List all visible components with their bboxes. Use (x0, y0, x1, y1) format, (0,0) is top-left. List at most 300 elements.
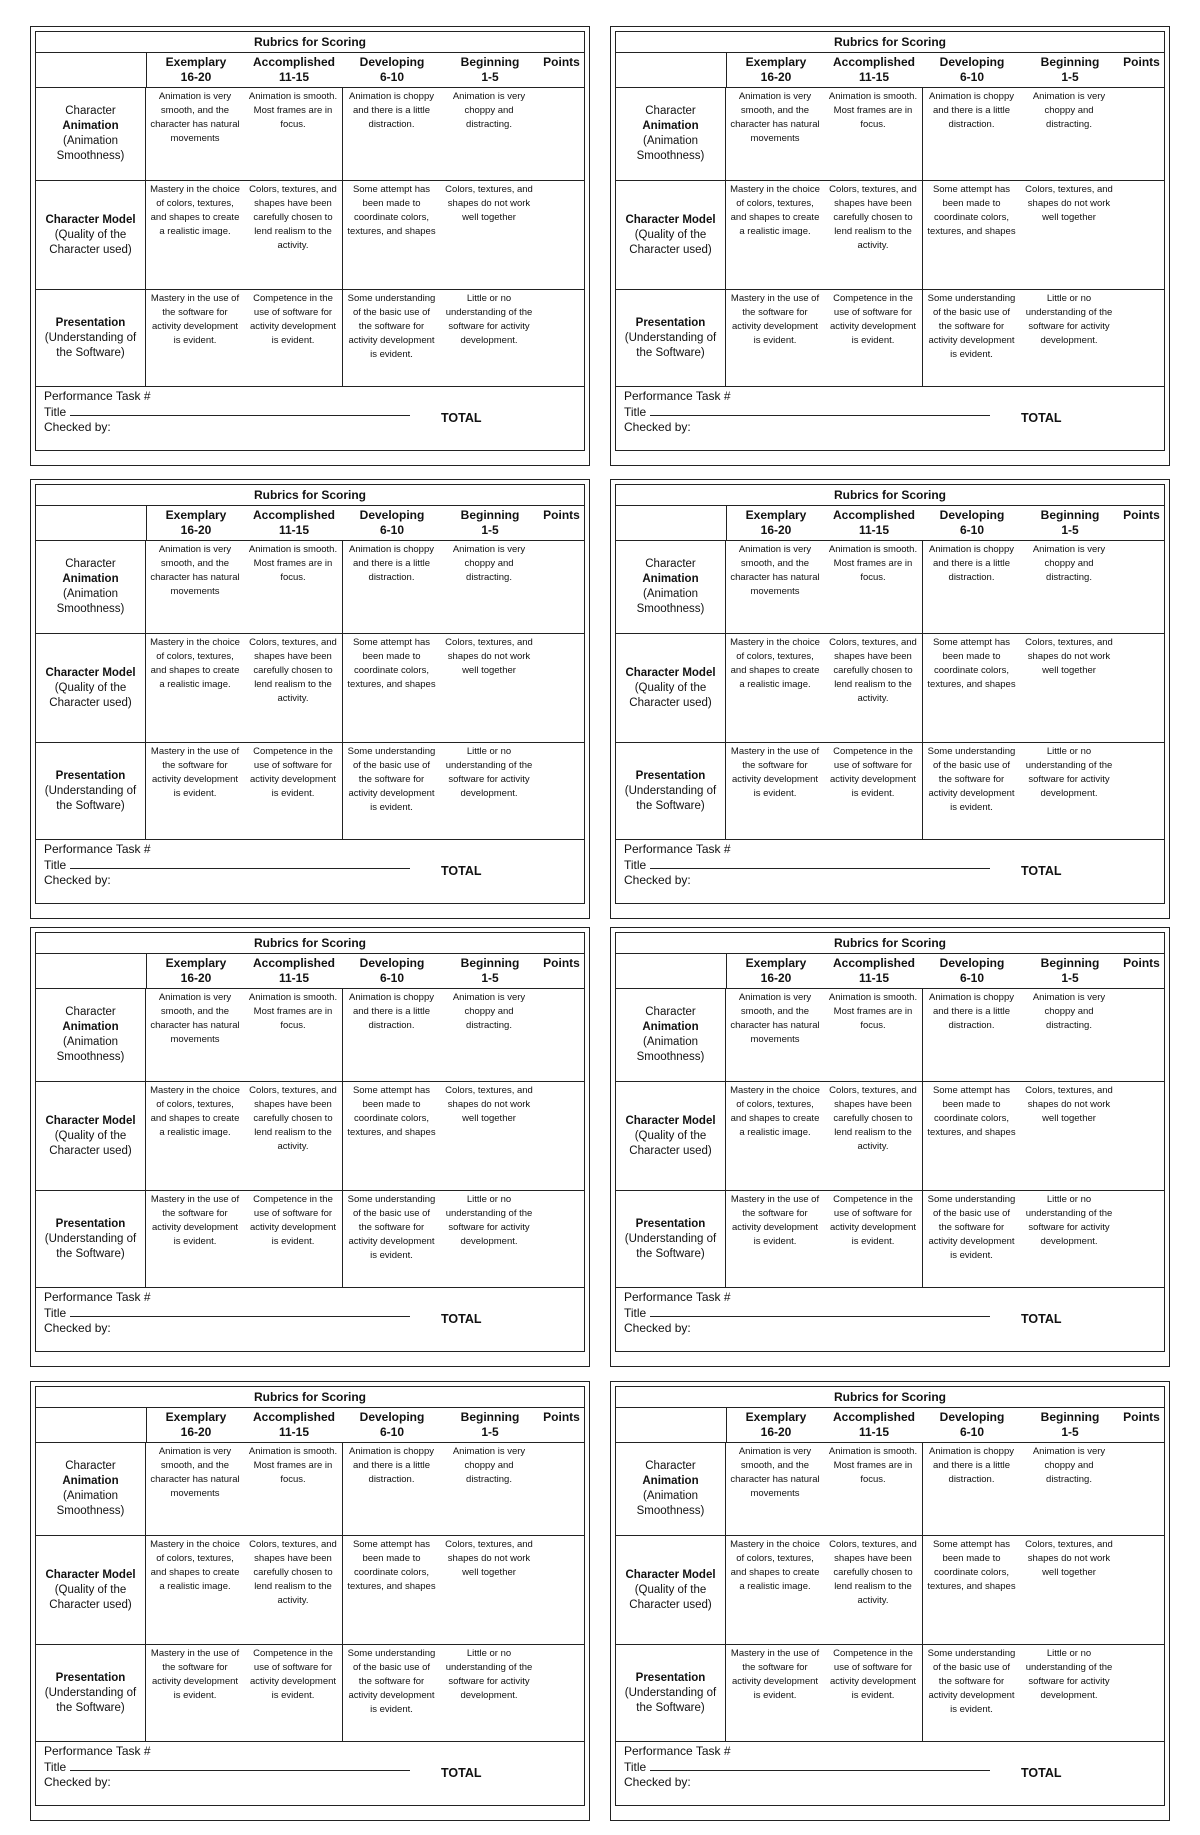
points-cell[interactable] (1118, 634, 1164, 742)
level-range: 1-5 (1061, 70, 1079, 84)
points-cell[interactable] (538, 1191, 584, 1287)
criterion-label-line: Character Model (625, 1568, 716, 1581)
criterion-row-animation (616, 87, 1164, 180)
descriptor-accomplished: Colors, textures, and shapes have been carefully chosen to lend realism to the activity. (249, 184, 337, 251)
descriptor-accomplished: Competence in the use of software for activity development is evident. (249, 1648, 337, 1701)
rubric-table (35, 932, 585, 1352)
criteria-header-blank (616, 506, 727, 540)
title-line-row (624, 1305, 1164, 1321)
descriptor-accomplished: Animation is smooth. Most frames are in focus. (828, 91, 918, 130)
criterion-label-line: Character Model (625, 1114, 716, 1127)
level-name: Accomplished (252, 508, 336, 522)
criterion-row-model (616, 1535, 1164, 1644)
descriptor-developing: Some attempt has been made to coordinate colors, textures, and shapes (342, 181, 440, 289)
level-name: Developing (359, 956, 425, 970)
level-header-beginning (441, 53, 539, 87)
criteria-header-blank (36, 506, 147, 540)
descriptor-exemplary: Mastery in the choice of colors, textures, and shapes to create a realistic image. (150, 637, 240, 690)
title-line-row (44, 1305, 584, 1321)
descriptor-exemplary: Mastery in the use of the software for activity development is evident. (730, 1648, 820, 1701)
checked-by-label: Checked by: (44, 1321, 111, 1335)
criterion-label-line: Character used) (629, 1598, 712, 1611)
level-header-beginning (1021, 1408, 1119, 1442)
descriptor-exemplary: Mastery in the choice of colors, textures, and shapes to create a realistic image. (150, 1085, 240, 1138)
title-line-row (44, 1759, 584, 1775)
total-label: TOTAL (441, 864, 482, 878)
criterion-label-line: Animation (642, 1021, 699, 1033)
points-cell[interactable] (538, 541, 584, 633)
points-cell[interactable] (538, 181, 584, 289)
title-label: Title (624, 1760, 647, 1774)
criterion-row-model (616, 180, 1164, 289)
criterion-label-line: Animation (642, 573, 699, 585)
checked-by-label: Checked by: (624, 873, 691, 887)
criteria-header-blank (616, 1408, 727, 1442)
criterion-row-presentation (616, 289, 1164, 386)
level-range: 16-20 (760, 971, 792, 985)
level-name: Exemplary (745, 956, 807, 970)
descriptor-accomplished: Colors, textures, and shapes have been carefully chosen to lend realism to the activity. (829, 637, 917, 704)
descriptor-exemplary: Animation is very smooth, and the character has natural movements (150, 992, 240, 1045)
level-header-beginning (1021, 506, 1119, 540)
points-cell[interactable] (1118, 1082, 1164, 1190)
criterion-label-line: (Animation (63, 1490, 118, 1502)
criterion-label-line: (Animation (63, 1036, 118, 1048)
level-range: 6-10 (379, 523, 405, 537)
criteria-header-blank (616, 53, 727, 87)
criterion-label-line: Character Model (45, 1114, 136, 1127)
points-cell[interactable] (538, 1645, 584, 1741)
criterion-label-line: (Understanding of (624, 1686, 717, 1699)
level-range: 11-15 (278, 523, 310, 537)
level-range: 1-5 (1061, 523, 1079, 537)
rubric-card (30, 479, 590, 919)
title-input-line[interactable] (70, 1759, 410, 1771)
total-label: TOTAL (1021, 1312, 1062, 1326)
criterion-label-line: (Understanding of (44, 1232, 137, 1245)
checked-by-label: Checked by: (44, 1775, 111, 1789)
criterion-label (616, 290, 726, 386)
level-name: Developing (939, 55, 1005, 69)
level-range: 11-15 (858, 70, 890, 84)
points-cell[interactable] (538, 743, 584, 839)
level-name: Accomplished (252, 1410, 336, 1424)
criterion-label-line: (Quality of the (54, 1583, 127, 1596)
points-header: Points (1123, 956, 1160, 970)
rubric-title: Rubrics for Scoring (36, 485, 584, 506)
criterion-label (616, 1191, 726, 1287)
criterion-label-line: Character used) (49, 1598, 132, 1611)
title-line-row (44, 404, 584, 420)
descriptor-developing: Animation is choppy and there is a little distraction. (342, 541, 440, 633)
level-header-accomplished (825, 1408, 923, 1442)
level-range: 16-20 (760, 523, 792, 537)
criterion-row-model (36, 633, 584, 742)
points-cell[interactable] (1118, 989, 1164, 1081)
level-name: Beginning (460, 508, 520, 522)
level-header-beginning (1021, 53, 1119, 87)
criterion-label-line: (Quality of the (54, 681, 127, 694)
criteria-header-blank (616, 954, 727, 988)
descriptor-exemplary: Mastery in the choice of colors, textures, and shapes to create a realistic image. (730, 1539, 820, 1592)
points-cell[interactable] (538, 88, 584, 180)
points-cell[interactable] (1118, 1536, 1164, 1644)
level-header-exemplary (147, 53, 245, 87)
criterion-label (616, 1536, 726, 1644)
criterion-label-line: Presentation (55, 1671, 126, 1684)
title-input-line[interactable] (650, 857, 990, 869)
title-line-row (624, 404, 1164, 420)
descriptor-exemplary: Mastery in the use of the software for activity development is evident. (730, 746, 820, 799)
descriptor-beginning: Animation is very choppy and distracting. (452, 992, 526, 1031)
level-name: Beginning (1040, 55, 1100, 69)
title-input-line[interactable] (650, 1305, 990, 1317)
level-name: Accomplished (832, 55, 916, 69)
criterion-label-line: Presentation (635, 1217, 706, 1230)
level-name: Exemplary (165, 508, 227, 522)
performance-task-label: Performance Task # (624, 1744, 731, 1758)
level-header-developing (923, 954, 1021, 988)
criterion-label-line: Smoothness) (636, 1051, 705, 1063)
criterion-label (616, 1645, 726, 1741)
descriptor-beginning: Colors, textures, and shapes do not work well together (445, 637, 533, 676)
criterion-label (36, 88, 146, 180)
points-cell[interactable] (1118, 290, 1164, 386)
points-header: Points (543, 508, 580, 522)
criterion-row-animation (616, 988, 1164, 1081)
total-label: TOTAL (441, 1766, 482, 1780)
performance-task-label: Performance Task # (624, 1290, 731, 1304)
points-header: Points (543, 1410, 580, 1424)
criterion-label-line: Presentation (635, 769, 706, 782)
title-label: Title (624, 1306, 647, 1320)
rubric-header-row (36, 954, 584, 988)
rubric-table (615, 932, 1165, 1352)
rubric-header-row (36, 1408, 584, 1442)
rubric-card (610, 26, 1170, 466)
level-name: Exemplary (165, 55, 227, 69)
descriptor-developing: Some attempt has been made to coordinate colors, textures, and shapes (922, 1536, 1020, 1644)
descriptor-beginning: Colors, textures, and shapes do not work well together (445, 1539, 533, 1578)
points-cell[interactable] (1118, 1443, 1164, 1535)
criterion-label (36, 634, 146, 742)
criterion-row-model (36, 180, 584, 289)
criterion-label (36, 290, 146, 386)
criterion-label-line: Animation (642, 120, 699, 132)
criterion-row-presentation (36, 1644, 584, 1741)
level-range: 16-20 (180, 523, 212, 537)
level-header-accomplished (825, 954, 923, 988)
criterion-label-line: Smoothness) (56, 1051, 125, 1063)
level-range: 16-20 (760, 1425, 792, 1439)
criterion-row-model (36, 1535, 584, 1644)
points-header: Points (1123, 1410, 1160, 1424)
rubric-card (30, 1381, 590, 1821)
level-range: 16-20 (180, 1425, 212, 1439)
points-cell[interactable] (1118, 541, 1164, 633)
level-range: 1-5 (481, 1425, 499, 1439)
descriptor-accomplished: Competence in the use of software for activity development is evident. (829, 293, 917, 346)
rubric-table (35, 484, 585, 904)
points-cell[interactable] (538, 1536, 584, 1644)
descriptor-developing: Some attempt has been made to coordinate colors, textures, and shapes (342, 634, 440, 742)
points-cell[interactable] (538, 290, 584, 386)
points-cell[interactable] (1118, 181, 1164, 289)
criterion-label (36, 1191, 146, 1287)
level-name: Beginning (1040, 956, 1100, 970)
title-input-line[interactable] (650, 404, 990, 416)
title-input-line[interactable] (70, 404, 410, 416)
total-label: TOTAL (1021, 864, 1062, 878)
descriptor-accomplished: Colors, textures, and shapes have been carefully chosen to lend realism to the activity. (249, 1085, 337, 1152)
level-header-beginning (441, 506, 539, 540)
criterion-label-line: Character Model (45, 666, 136, 679)
points-header: Points (543, 956, 580, 970)
rubric-card (30, 927, 590, 1367)
level-name: Accomplished (832, 956, 916, 970)
level-name: Exemplary (745, 55, 807, 69)
total-label: TOTAL (441, 411, 482, 425)
title-label: Title (44, 1760, 67, 1774)
criterion-label-line: (Quality of the (634, 1129, 707, 1142)
descriptor-accomplished: Competence in the use of software for activity development is evident. (249, 746, 337, 799)
criterion-label-line: Smoothness) (56, 1505, 125, 1517)
rubric-title: Rubrics for Scoring (36, 32, 584, 53)
points-cell[interactable] (1118, 743, 1164, 839)
level-name: Beginning (1040, 1410, 1100, 1424)
descriptor-exemplary: Animation is very smooth, and the character has natural movements (150, 91, 240, 144)
criterion-label (616, 634, 726, 742)
descriptor-developing: Animation is choppy and there is a little distraction. (922, 1443, 1020, 1535)
criterion-label-line: Character (65, 105, 116, 117)
criterion-label-line: (Understanding of (624, 1232, 717, 1245)
checked-by-label: Checked by: (624, 1775, 691, 1789)
criterion-label (36, 181, 146, 289)
criterion-label (36, 1443, 146, 1535)
rubric-header-row (616, 53, 1164, 87)
rubric-card (30, 26, 590, 466)
criterion-row-model (616, 1081, 1164, 1190)
descriptor-beginning: Little or no understanding of the software for activity development. (1025, 293, 1113, 346)
total-label: TOTAL (1021, 1766, 1062, 1780)
level-range: 11-15 (278, 70, 310, 84)
level-range: 6-10 (959, 523, 985, 537)
criterion-label-line: (Understanding of (44, 331, 137, 344)
criterion-label (36, 1645, 146, 1741)
criterion-label-line: Smoothness) (636, 603, 705, 615)
criterion-label-line: the Software) (636, 799, 705, 812)
points-cell[interactable] (538, 989, 584, 1081)
descriptor-accomplished: Animation is smooth. Most frames are in focus. (248, 992, 338, 1031)
criterion-label-line: (Animation (643, 1490, 698, 1502)
rubric-footer (616, 1287, 1164, 1351)
descriptor-beginning: Colors, textures, and shapes do not work well together (1025, 1539, 1113, 1578)
rubric-title: Rubrics for Scoring (36, 933, 584, 954)
level-name: Accomplished (252, 956, 336, 970)
title-line-row (624, 1759, 1164, 1775)
title-label: Title (624, 405, 647, 419)
points-cell[interactable] (1118, 1191, 1164, 1287)
criterion-label-line: Character (645, 105, 696, 117)
criterion-label-line: (Quality of the (634, 228, 707, 241)
descriptor-exemplary: Animation is very smooth, and the character has natural movements (730, 91, 820, 144)
level-header-exemplary (147, 954, 245, 988)
criterion-row-animation (36, 1442, 584, 1535)
points-cell[interactable] (1118, 88, 1164, 180)
criterion-label-line: (Animation (643, 1036, 698, 1048)
criterion-label-line: Character used) (49, 1144, 132, 1157)
descriptor-beginning: Little or no understanding of the software for activity development. (445, 1194, 533, 1247)
criterion-label-line: Animation (642, 1475, 699, 1487)
criterion-row-presentation (36, 1190, 584, 1287)
performance-task-label: Performance Task # (624, 389, 731, 403)
criterion-label-line: Presentation (635, 1671, 706, 1684)
criterion-label-line: Character (65, 558, 116, 570)
rubric-title: Rubrics for Scoring (36, 1387, 584, 1408)
criterion-label (616, 1443, 726, 1535)
descriptor-beginning: Little or no understanding of the software for activity development. (445, 293, 533, 346)
level-range: 6-10 (959, 1425, 985, 1439)
descriptor-accomplished: Animation is smooth. Most frames are in focus. (248, 91, 338, 130)
descriptor-accomplished: Colors, textures, and shapes have been carefully chosen to lend realism to the activity. (249, 637, 337, 704)
level-range: 1-5 (1061, 971, 1079, 985)
title-input-line[interactable] (70, 857, 410, 869)
descriptor-beginning: Little or no understanding of the software for activity development. (1025, 1648, 1113, 1701)
level-name: Beginning (460, 1410, 520, 1424)
criterion-label-line: (Animation (63, 135, 118, 147)
level-name: Accomplished (832, 508, 916, 522)
descriptor-exemplary: Animation is very smooth, and the character has natural movements (730, 1446, 820, 1499)
descriptor-beginning: Little or no understanding of the software for activity development. (1025, 1194, 1113, 1247)
criterion-label-line: Presentation (55, 1217, 126, 1230)
points-cell[interactable] (538, 1443, 584, 1535)
descriptor-developing: Some understanding of the basic use of the software for activity development is evident. (342, 1191, 440, 1287)
rubric-table (615, 31, 1165, 451)
criterion-row-presentation (616, 742, 1164, 839)
level-header-exemplary (727, 954, 825, 988)
level-header-exemplary (727, 53, 825, 87)
points-header: Points (543, 55, 580, 69)
criterion-label-line: (Understanding of (624, 784, 717, 797)
rubric-table (615, 484, 1165, 904)
level-header-developing (923, 1408, 1021, 1442)
criteria-header-blank (36, 954, 147, 988)
criterion-label-line: (Animation (63, 588, 118, 600)
rubric-header-row (616, 954, 1164, 988)
rubric-card (610, 927, 1170, 1367)
criterion-row-animation (36, 540, 584, 633)
descriptor-accomplished: Competence in the use of software for activity development is evident. (249, 293, 337, 346)
criterion-row-model (616, 633, 1164, 742)
level-header-exemplary (727, 1408, 825, 1442)
level-header-accomplished (825, 53, 923, 87)
criterion-label-line: (Understanding of (624, 331, 717, 344)
descriptor-exemplary: Mastery in the choice of colors, textures, and shapes to create a realistic image. (150, 184, 240, 237)
descriptor-exemplary: Mastery in the choice of colors, textures, and shapes to create a realistic image. (150, 1539, 240, 1592)
title-line-row (44, 857, 584, 873)
criterion-label-line: the Software) (56, 799, 125, 812)
descriptor-exemplary: Animation is very smooth, and the character has natural movements (730, 992, 820, 1045)
level-range: 11-15 (278, 1425, 310, 1439)
criterion-label-line: Character used) (49, 696, 132, 709)
rubric-footer (36, 839, 584, 903)
level-header-accomplished (245, 954, 343, 988)
criterion-label-line: Smoothness) (56, 603, 125, 615)
performance-task-label: Performance Task # (44, 842, 151, 856)
criterion-row-animation (616, 540, 1164, 633)
criterion-label (36, 1082, 146, 1190)
descriptor-beginning: Little or no understanding of the software for activity development. (445, 746, 533, 799)
title-label: Title (44, 858, 67, 872)
descriptor-developing: Some attempt has been made to coordinate colors, textures, and shapes (342, 1082, 440, 1190)
descriptor-beginning: Animation is very choppy and distracting. (1032, 544, 1106, 583)
points-cell[interactable] (538, 1082, 584, 1190)
rubric-table (615, 1386, 1165, 1806)
descriptor-developing: Animation is choppy and there is a little distraction. (342, 989, 440, 1081)
performance-task-label: Performance Task # (44, 389, 151, 403)
rubric-card (610, 479, 1170, 919)
descriptor-beginning: Animation is very choppy and distracting. (452, 91, 526, 130)
level-name: Developing (939, 508, 1005, 522)
descriptor-developing: Some understanding of the basic use of the software for activity development is evident. (342, 290, 440, 386)
descriptor-exemplary: Mastery in the choice of colors, textures, and shapes to create a realistic image. (730, 637, 820, 690)
descriptor-accomplished: Competence in the use of software for activity development is evident. (829, 1194, 917, 1247)
level-header-beginning (1021, 954, 1119, 988)
descriptor-beginning: Animation is very choppy and distracting. (1032, 1446, 1106, 1485)
checked-by-label: Checked by: (44, 420, 111, 434)
criterion-label-line: (Understanding of (44, 1686, 137, 1699)
criterion-row-animation (36, 988, 584, 1081)
criterion-label (616, 541, 726, 633)
title-input-line[interactable] (650, 1759, 990, 1771)
level-header-accomplished (245, 53, 343, 87)
criterion-label (36, 989, 146, 1081)
level-range: 16-20 (180, 971, 212, 985)
level-range: 1-5 (1061, 1425, 1079, 1439)
descriptor-accomplished: Colors, textures, and shapes have been carefully chosen to lend realism to the activity. (829, 184, 917, 251)
rubric-header-row (36, 506, 584, 540)
descriptor-developing: Some understanding of the basic use of the software for activity development is evident. (922, 743, 1020, 839)
criterion-label-line: the Software) (636, 1247, 705, 1260)
criterion-label-line: (Quality of the (54, 228, 127, 241)
title-label: Title (624, 858, 647, 872)
descriptor-beginning: Animation is very choppy and distracting. (1032, 91, 1106, 130)
level-range: 6-10 (959, 70, 985, 84)
level-name: Developing (359, 55, 425, 69)
rubric-table (35, 31, 585, 451)
descriptor-exemplary: Animation is very smooth, and the character has natural movements (150, 544, 240, 597)
level-header-accomplished (825, 506, 923, 540)
descriptor-developing: Some understanding of the basic use of the software for activity development is evident. (922, 1645, 1020, 1741)
level-name: Exemplary (745, 1410, 807, 1424)
criterion-label-line: Presentation (55, 316, 126, 329)
descriptor-developing: Some attempt has been made to coordinate colors, textures, and shapes (922, 181, 1020, 289)
title-input-line[interactable] (70, 1305, 410, 1317)
descriptor-exemplary: Mastery in the choice of colors, textures, and shapes to create a realistic image. (730, 1085, 820, 1138)
criterion-label (616, 181, 726, 289)
descriptor-accomplished: Colors, textures, and shapes have been carefully chosen to lend realism to the activity. (249, 1539, 337, 1606)
descriptor-accomplished: Animation is smooth. Most frames are in focus. (828, 544, 918, 583)
criterion-label-line: Character used) (629, 1144, 712, 1157)
criterion-label-line: Smoothness) (636, 1505, 705, 1517)
points-cell[interactable] (1118, 1645, 1164, 1741)
level-header-developing (343, 954, 441, 988)
criterion-label-line: Character (65, 1460, 116, 1472)
criterion-label-line: (Animation (643, 135, 698, 147)
level-name: Exemplary (165, 956, 227, 970)
points-cell[interactable] (538, 634, 584, 742)
criterion-label-line: Presentation (55, 769, 126, 782)
